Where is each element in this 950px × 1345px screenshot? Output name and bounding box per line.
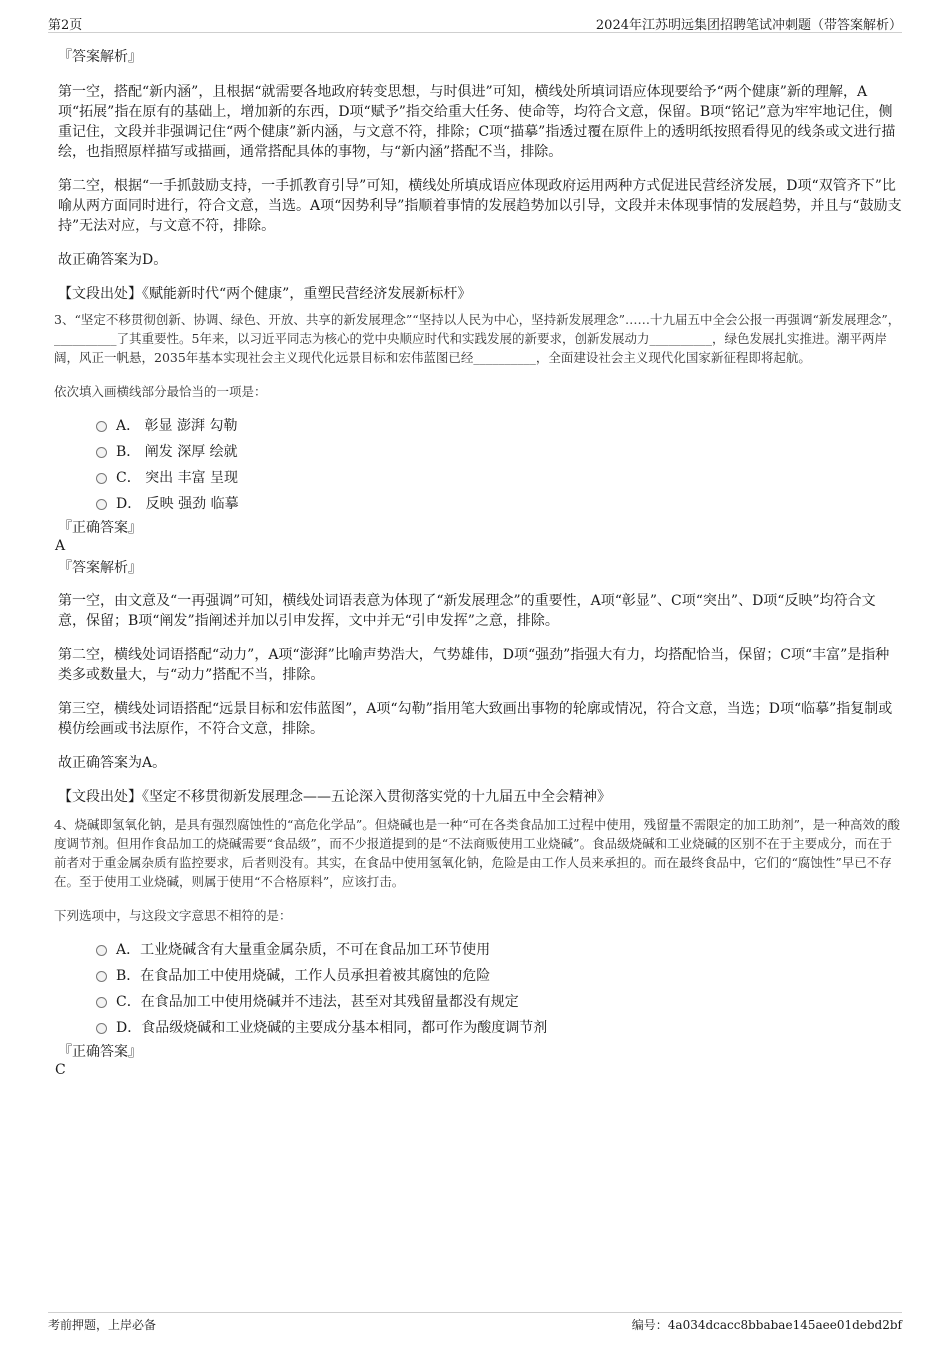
option-c[interactable]: C． 突出 丰富 呈现 — [96, 465, 902, 491]
question-stem-3: 3、“坚定不移贯彻创新、协调、绿色、开放、共享的新发展理念”“坚持以人民为中心，坚持新发展理念”……十九届五中全会公报一再强调“新发展理念”，__________了其重要性。5年来，以习近平同志为核心的党中央顺应时代和实践发展的新要求，创新发展动力__________，绿色发展扎实推进。潮平两岸阔，风正一帆悬，2035年基本实现社会主义现代化远景目标和宏伟蓝图已经__________，全面建设社会主义现代化国家新征程即将起航。 — [54, 312, 901, 365]
option-list-3 — [96, 413, 902, 517]
analysis-paragraph: 第一空，由文意及“一再强调”可知，横线处词语表意为体现了“新发展理念”的重要性，A项“彰显”、C项“突出”、D项“反映”均符合文意，保留；B项“阐发”指阐述并加以引申发挥，文中并无“引申发挥”之意，排除。 — [58, 593, 876, 629]
radio-icon[interactable] — [96, 945, 107, 956]
correct-answer: A — [55, 538, 66, 554]
source-citation: 【文段出处】《坚定不移贯彻新发展理念——五论深入贯彻落实党的十九届五中全会精神》 — [58, 789, 611, 805]
radio-icon[interactable] — [96, 421, 107, 432]
radio-icon[interactable] — [96, 473, 107, 484]
analysis-label: 『答案解析』 — [58, 560, 142, 576]
option-d[interactable]: D． 反映 强劲 临摹 — [96, 491, 902, 517]
option-list-4 — [96, 937, 902, 1041]
analysis-conclusion: 故正确答案为D。 — [58, 252, 168, 268]
option-b[interactable]: B． 阐发 深厚 绘就 — [96, 439, 902, 465]
document-code: 编号：4a034dcacc8bbabae145aee01debd2bf — [631, 1318, 902, 1332]
radio-icon[interactable] — [96, 997, 107, 1008]
analysis-paragraph: 第二空，横线处词语搭配“动力”，A项“澎湃”比喻声势浩大，气势雄伟，D项“强劲”指强大有力，均搭配恰当，保留；C项“丰富”是指种类多或数量大，与“动力”搭配不当，排除。 — [58, 647, 890, 683]
analysis-paragraph: 第二空，根据“一手抓鼓励支持，一手抓教育引导”可知，横线处所填成语应体现政府运用两种方式促进民营经济发展，D项“双管齐下”比喻从两方面同时进行，符合文意，当选。A项“因势利导”指顺着事情的发展趋势加以引导，文段并未体现事情的发展趋势，并且与“鼓励支持”无法对应，与文意不符，排除。 — [58, 178, 902, 234]
option-d[interactable]: D．食品级烧碱和工业烧碱的主要成分基本相同，都可作为酸度调节剂 — [96, 1015, 902, 1041]
correct-answer-label: 『正确答案』 — [58, 1044, 142, 1060]
analysis-conclusion: 故正确答案为A。 — [58, 755, 167, 771]
question-prompt-3: 依次填入画横线部分最恰当的一项是： — [54, 384, 267, 399]
correct-answer-label: 『正确答案』 — [58, 520, 142, 536]
question-prompt-4: 下列选项中，与这段文字意思不相符的是： — [54, 908, 292, 923]
page-footer — [48, 1312, 902, 1333]
option-b[interactable]: B．在食品加工中使用烧碱，工作人员承担着被其腐蚀的危险 — [96, 963, 902, 989]
radio-icon[interactable] — [96, 1023, 107, 1034]
radio-icon[interactable] — [96, 499, 107, 510]
source-citation: 【文段出处】《赋能新时代“两个健康”，重塑民营经济发展新标杆》 — [58, 286, 472, 302]
radio-icon[interactable] — [96, 447, 107, 458]
page-number: 第2页 — [48, 18, 83, 33]
radio-icon[interactable] — [96, 971, 107, 982]
option-c[interactable]: C．在食品加工中使用烧碱并不违法，甚至对其残留量都没有规定 — [96, 989, 902, 1015]
question-stem-4: 4、烧碱即氢氧化钠，是具有强烈腐蚀性的“高危化学品”。但烧碱也是一种“可在各类食品加工过程中使用，残留量不需限定的加工助剂”，是一种高效的酸度调节剂。但用作食品加工的烧碱需要“食品级”，而不少报道提到的是“不法商贩使用工业烧碱”。食品级烧碱和工业烧碱的区别不在于主要成分，而在于前者对于重金属杂质有监控要求，后者则没有。其实，在食品中使用氢氧化钠，危险是由工作人员来承担的。而在最终食品中，它们的“腐蚀性”早已不存在。至于使用工业烧碱，则属于使用“不合格原料”，应该打击。 — [54, 817, 901, 889]
document-title: 2024年江苏明远集团招聘笔试冲刺题（带答案解析） — [595, 18, 902, 33]
analysis-paragraph: 第三空，横线处词语搭配“远景目标和宏伟蓝图”，A项“勾勒”指用笔大致画出事物的轮廓或情况，符合文意，当选；D项“临摹”指复制或模仿绘画或书法原作，不符合文意，排除。 — [58, 701, 893, 737]
analysis-paragraph: 第一空，搭配“新内涵”，且根据“就需要各地政府转变思想，与时俱进”可知，横线处所填词语应体现要给予“两个健康”新的理解，A项“拓展”指在原有的基础上，增加新的东西，D项“赋予”指交给重大任务、使命等，均符合文意，保留。B项“铭记”意为牢牢地记住，侧重记住，文段并非强调记住“两个健康”新内涵，与文意不符，排除；C项“描摹”指透过覆在原件上的透明纸按照看得见的线条或文进行描绘，也指照原样描写或描画，通常搭配具体的事物，与“新内涵”搭配不当，排除。 — [58, 84, 896, 160]
option-a[interactable]: A． 彰显 澎湃 勾勒 — [96, 413, 902, 439]
analysis-label-q2: 『答案解析』 — [58, 49, 142, 65]
correct-answer: C — [55, 1062, 66, 1078]
footer-slogan: 考前押题，上岸必备 — [48, 1318, 157, 1332]
option-a[interactable]: A．工业烧碱含有大量重金属杂质，不可在食品加工环节使用 — [96, 937, 902, 963]
page-header — [48, 14, 902, 33]
page-content — [54, 44, 902, 1079]
